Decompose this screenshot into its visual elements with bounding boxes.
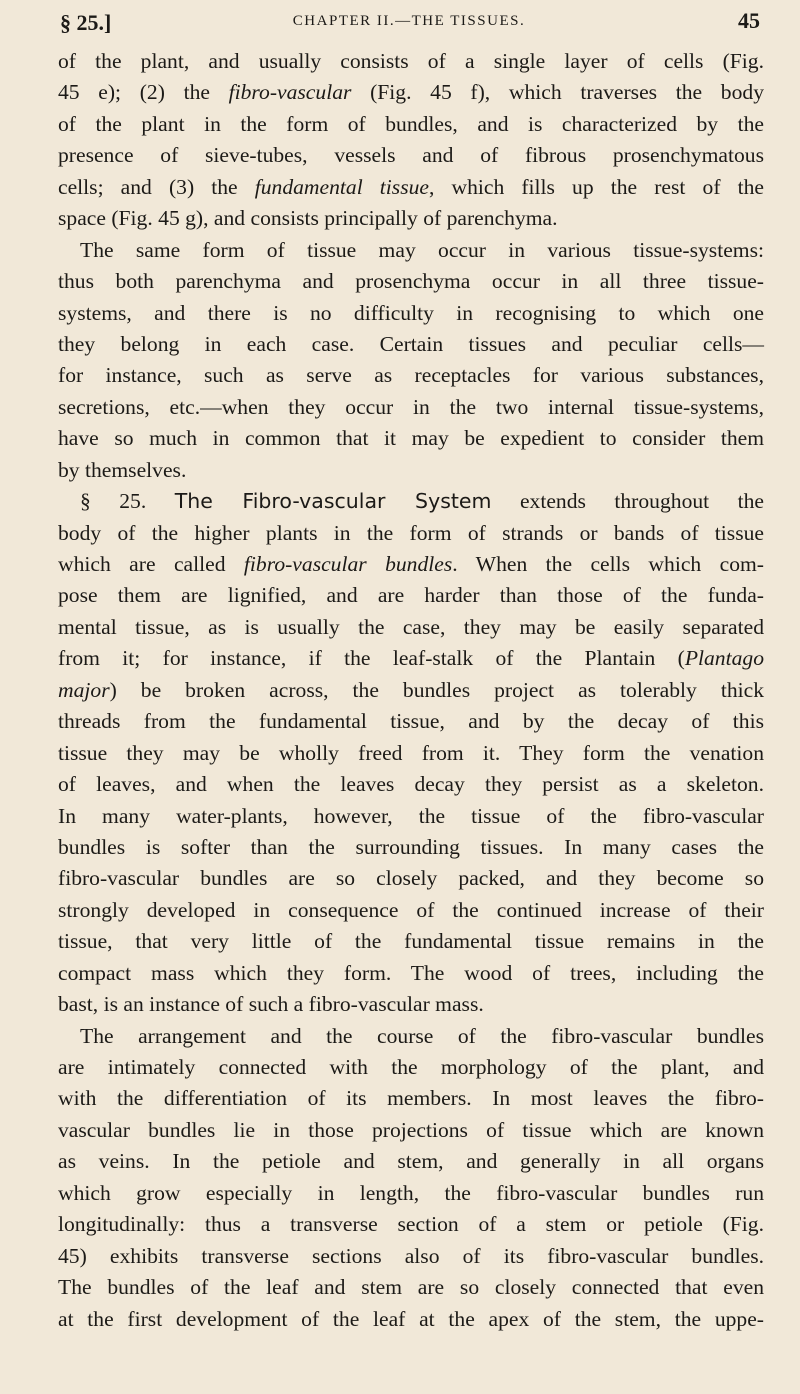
page-number: 45	[738, 8, 760, 33]
text-line: vascular bundles lie in those projections of tissue which are known	[58, 1117, 764, 1142]
text-line: tissue they may be wholly freed from it. They form the venation	[58, 740, 764, 765]
text-line: which grow especially in length, the fibro-vascular bundles run	[58, 1180, 764, 1205]
italic-term: fibro-vascular bundles	[243, 552, 453, 576]
chapter-title: CHAPTER II.—THE TISSUES.	[292, 13, 526, 29]
italic-term: major	[58, 677, 110, 702]
paragraph-start-line: The arrangement and the course of the fibro-vascular bundles	[80, 1023, 764, 1048]
text-line: have so much in common that it may be expedient to consider them	[58, 426, 764, 451]
text-line: systems, and there is no difficulty in recognising to which one	[58, 300, 764, 325]
text-line: of the plant in the form of bundles, and is characterized by the	[58, 111, 764, 136]
text-line: presence of sieve-tubes, vessels and of fibrous prosenchymatous	[58, 143, 764, 168]
text-line: at the first development of the leaf at the apex of the stem, the uppe-	[58, 1306, 764, 1331]
section-marker: § 25.]	[60, 10, 112, 35]
text-line: of leaves, and when the leaves decay they persist as a skeleton.	[58, 772, 764, 797]
text-line: by themselves.	[58, 457, 187, 482]
text-line: compact mass which they form. The wood of trees, including the	[58, 960, 764, 985]
text-line: secretions, etc.—when they occur in the two internal tissue-systems,	[58, 394, 764, 419]
text-line: for instance, such as serve as receptacles for various substances,	[58, 363, 764, 388]
text-line: strongly developed in consequence of the continued increase of their	[58, 897, 764, 922]
text-line: are intimately connected with the morphology of the plant, and	[58, 1055, 764, 1079]
text-line: 45 e); (2) the fibro-vascular (Fig. 45 f), which traverses the body	[58, 80, 764, 105]
italic-term: fundamental tissue	[254, 174, 429, 199]
text-line: space (Fig. 45 g), and consists principally of parenchyma.	[58, 206, 558, 231]
text-line: which are called fibro-vascular bundles. When the cells which com-	[58, 552, 764, 576]
italic-term: fibro-vascular	[228, 80, 352, 105]
text-line: bundles is softer than the surrounding tissues. In many cases the	[58, 834, 764, 859]
text-line: longitudinally: thus a transverse section of a stem or petiole (Fig.	[58, 1212, 764, 1237]
text-line: pose them are lignified, and are harder than those of the funda-	[58, 583, 764, 608]
text-line: threads from the fundamental tissue, and by the decay of this	[58, 709, 764, 734]
paragraph-start-line: The same form of tissue may occur in various tissue-systems:	[80, 237, 764, 262]
text-line: major) be broken across, the bundles project as tolerably thick	[58, 677, 764, 702]
text-line: mental tissue, as is usually the case, they may be easily separated	[58, 614, 764, 639]
text-line: tissue, that very little of the fundamental tissue remains in the	[58, 929, 764, 954]
text-line: from it; for instance, if the leaf-stalk of the Plantain (Plantago	[58, 646, 764, 671]
section-heading-line: § 25. The Fibro-vascular System extends throughout the	[80, 489, 764, 514]
text-line: The bundles of the leaf and stem are so closely connected that even	[58, 1275, 764, 1300]
text-line: body of the higher plants in the form of strands or bands of tissue	[58, 520, 764, 545]
text-line: 45) exhibits transverse sections also of its fibro-vascular bundles.	[58, 1243, 764, 1268]
text-line: bast, is an instance of such a fibro-vascular mass.	[58, 992, 484, 1017]
text-line: cells; and (3) the fundamental tissue, which fills up the rest of the	[58, 174, 764, 199]
text-line: In many water-plants, however, the tissue of the fibro-vascular	[58, 803, 764, 828]
body-text	[58, 46, 764, 1335]
text-line: they belong in each case. Certain tissues and peculiar cells—	[58, 331, 764, 356]
italic-term: Plantago	[684, 646, 764, 671]
text-line: as veins. In the petiole and stem, and generally in all organs	[58, 1149, 764, 1174]
running-head	[58, 6, 760, 40]
text-line: with the differentiation of its members. In most leaves the fibro-	[58, 1086, 764, 1111]
section-heading: The Fibro-vascular System	[174, 489, 492, 514]
text-line: of the plant, and usually consists of a single layer of cells (Fig.	[58, 49, 764, 73]
text-line: fibro-vascular bundles are so closely packed, and they become so	[58, 866, 764, 891]
text-line: thus both parenchyma and prosenchyma occur in all three tissue-	[58, 269, 764, 294]
